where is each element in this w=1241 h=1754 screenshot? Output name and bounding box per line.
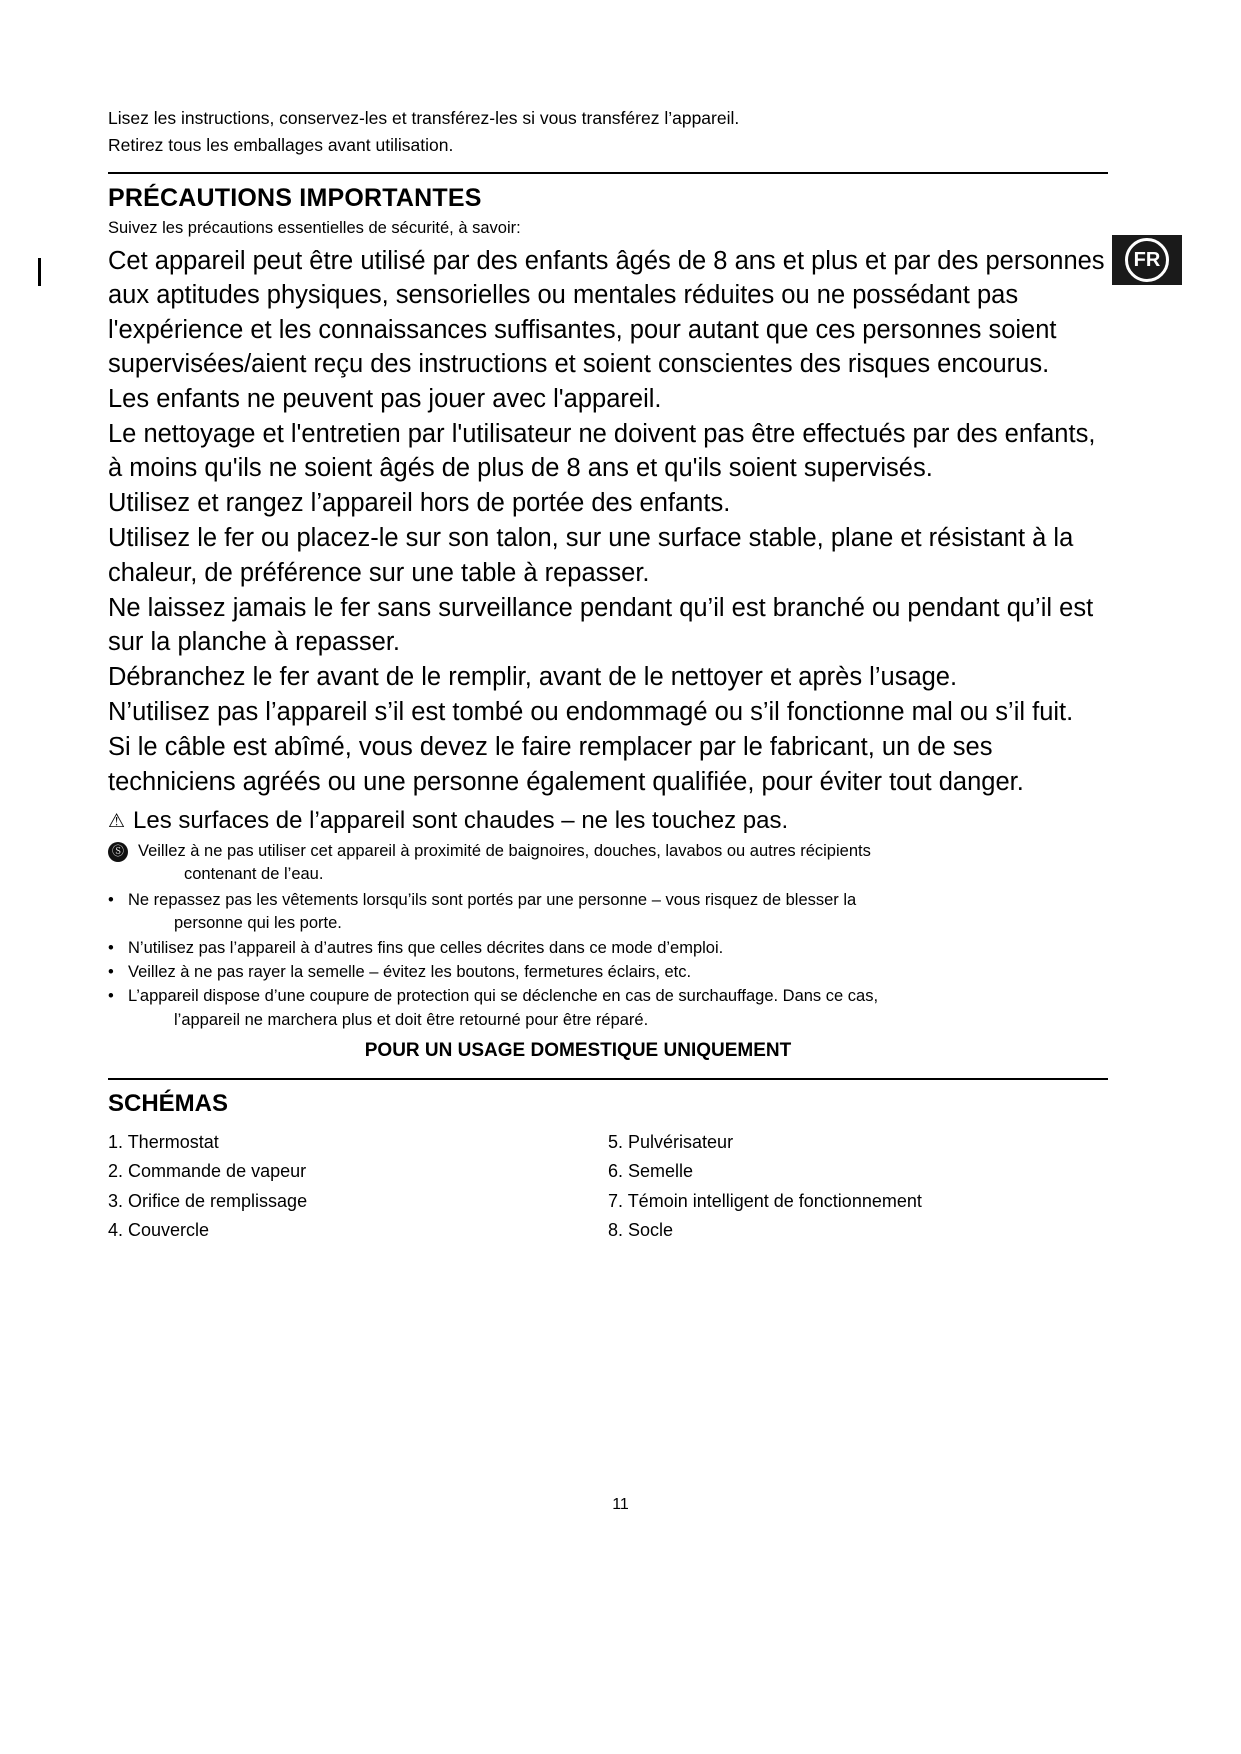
hot-surface-warning-icon: ⚠ xyxy=(108,810,126,832)
hot-surface-warning xyxy=(108,805,1108,836)
list-item xyxy=(108,985,1108,1032)
list-item-text xyxy=(128,985,878,1032)
precaution-paragraph: Si le câble est abîmé, vous devez le faire remplacer par le fabricant, un de ses techniciens agréés ou une personne également qualifiée, pour éviter tout danger. xyxy=(108,733,1024,796)
language-badge-label: FR xyxy=(1125,238,1169,282)
list-item-line-2: l’appareil ne marchera plus et doit être retourné pour être réparé. xyxy=(174,1010,649,1029)
precautions-heading: PRÉCAUTIONS IMPORTANTES xyxy=(108,184,482,213)
precaution-paragraph: Les enfants ne peuvent pas jouer avec l'appareil. xyxy=(108,384,662,413)
hot-surface-warning-text: Les surfaces de l’appareil sont chaudes – ne les touchez pas. xyxy=(133,806,789,834)
water-proximity-line-2: contenant de l’eau. xyxy=(184,865,324,884)
schemas-right-column xyxy=(608,1128,1108,1245)
list-item: 5. Pulvérisateur xyxy=(608,1132,734,1153)
precaution-paragraph: Ne laissez jamais le fer sans surveillance pendant qu’il est branché ou pendant qu’il est sur la planche à repasser. xyxy=(108,593,1094,656)
bullet-icon: • xyxy=(108,890,114,909)
bullet-icon: • xyxy=(108,987,114,1006)
precaution-paragraph: Utilisez le fer ou placez-le sur son talon, sur une surface stable, plane et résistant à la chaleur, de préférence sur une table à repasser. xyxy=(108,524,1074,587)
list-item-line-1: N’utilisez pas l’appareil à d’autres fins que celles décrites dans ce mode d’emploi. xyxy=(128,938,724,957)
list-item: 3. Orifice de remplissage xyxy=(108,1190,308,1211)
schemas-left-column xyxy=(108,1128,608,1245)
list-item-text xyxy=(128,889,856,936)
list-item: 8. Socle xyxy=(608,1219,674,1240)
precautions-bullet-list xyxy=(108,889,1108,1033)
list-item-text xyxy=(128,961,691,984)
precaution-paragraph: Cet appareil peut être utilisé par des enfants âgés de 8 ans et plus et par des personnes aux aptitudes physiques, sensorielles ou mentales réduites ou ne possédant pas l'expérience et les connaissances suffisantes, pour autant que ces personnes soient supervisées/aient reçu des instructions et soient conscientes des risques encourus. xyxy=(108,247,1105,378)
intro-line-1: Lisez les instructions, conservez-les et transférez-les si vous transférez l’appareil. xyxy=(108,108,740,128)
section-divider-top xyxy=(108,172,1108,174)
list-item: 2. Commande de vapeur xyxy=(108,1161,307,1182)
bullet-icon: • xyxy=(108,938,114,957)
list-item-text xyxy=(128,937,723,960)
list-item xyxy=(108,937,1108,960)
precaution-paragraph: Le nettoyage et l'entretien par l'utilisateur ne doivent pas être effectués par des enfants, à moins qu'ils ne soient âgés de plus de 8 ans et qu'ils soient supervisés. xyxy=(108,419,1096,483)
section-divider-schemas xyxy=(108,1078,1108,1080)
list-item xyxy=(108,961,1108,984)
list-item: 4. Couvercle xyxy=(108,1219,210,1240)
no-bath-icon: Ⓢ xyxy=(108,842,128,862)
list-item: 1. Thermostat xyxy=(108,1132,219,1153)
intro-paragraph xyxy=(108,105,1108,158)
list-item-line-1: Ne repassez pas les vêtements lorsqu’ils sont portés par une personne – vous risquez de blesser la xyxy=(128,890,857,909)
precaution-paragraph: Utilisez et rangez l’appareil hors de portée des enfants. xyxy=(108,489,731,518)
bullet-icon: • xyxy=(108,962,114,981)
precaution-paragraph: Débranchez le fer avant de le remplir, avant de le nettoyer et après l’usage. xyxy=(108,663,958,692)
water-proximity-line-1: Veillez à ne pas utiliser cet appareil à proximité de baignoires, douches, lavabos ou autres récipients xyxy=(138,841,871,860)
margin-change-bar xyxy=(38,258,41,286)
precautions-paragraph-list xyxy=(108,244,1108,799)
domestic-use-notice: POUR UN USAGE DOMESTIQUE UNIQUEMENT xyxy=(364,1040,792,1062)
page-content xyxy=(108,105,1108,1245)
list-item-line-1: Veillez à ne pas rayer la semelle – évitez les boutons, fermetures éclairs, etc. xyxy=(128,962,692,981)
list-item: 7. Témoin intelligent de fonctionnement xyxy=(608,1190,922,1211)
list-item-line-2: personne qui les porte. xyxy=(174,914,342,933)
water-proximity-warning xyxy=(108,840,1108,887)
list-item-line-1: L’appareil dispose d’une coupure de protection qui se déclenche en cas de surchauffage. Dans ce cas, xyxy=(128,987,879,1006)
list-item xyxy=(108,889,1108,936)
schemas-parts-list xyxy=(108,1128,1108,1245)
intro-line-2: Retirez tous les emballages avant utilisation. xyxy=(108,134,454,155)
list-item: 6. Semelle xyxy=(608,1161,694,1182)
language-badge-fr xyxy=(1112,235,1182,285)
precautions-subtitle: Suivez les précautions essentielles de sécurité, à savoir: xyxy=(108,219,521,238)
water-proximity-warning-text xyxy=(138,840,871,887)
schemas-heading: SCHÉMAS xyxy=(108,1090,229,1118)
precaution-paragraph: N’utilisez pas l’appareil s’il est tombé ou endommagé ou s’il fonctionne mal ou s’il fuit. xyxy=(108,698,1074,727)
page-number: 11 xyxy=(612,1496,629,1513)
